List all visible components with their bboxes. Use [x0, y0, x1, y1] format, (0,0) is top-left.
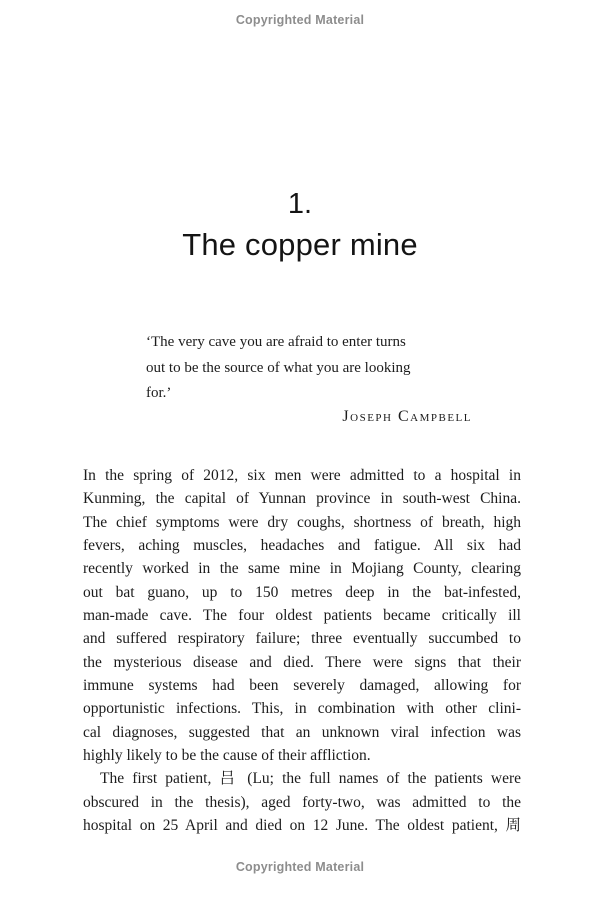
epigraph-line: out to be the source of what you are looking: [146, 359, 411, 376]
text-line: and suffered respiratory failure; three eventually succumbed to: [83, 630, 521, 648]
text-line: The chief symptoms were dry coughs, shortness of breath, high: [83, 513, 521, 531]
epigraph-line: for.’: [146, 385, 172, 401]
text-line: hospital on 25 April and died on 12 June. The oldest patient, 周: [83, 817, 521, 835]
copyright-notice-top: Copyrighted Material: [235, 13, 365, 27]
text-line: fevers, aching muscles, headaches and fatigue. All six had: [83, 537, 521, 555]
epigraph-attribution: Joseph Campbell: [342, 407, 472, 425]
text-line: immune systems had been severely damaged, allowing for: [83, 677, 521, 695]
body-text: [83, 464, 521, 838]
epigraph-line: ‘The very cave you are afraid to enter turns: [146, 334, 406, 350]
text-line: man-made cave. The four oldest patients became critically ill: [83, 607, 521, 625]
chapter-title: The copper mine: [182, 227, 418, 262]
text-line: out bat guano, up to 150 metres deep in the bat-infested,: [83, 583, 521, 601]
text-line: the mysterious disease and died. There were signs that their: [83, 653, 521, 671]
epigraph: [146, 330, 472, 429]
text-line: obscured in the thesis), aged forty-two, was admitted to the: [83, 793, 521, 811]
text-line: recently worked in the same mine in Mojiang County, clearing: [83, 560, 521, 578]
text-line: cal diagnoses, suggested that an unknown viral infection was: [83, 723, 521, 741]
text-line: In the spring of 2012, six men were admitted to a hospital in: [83, 467, 521, 484]
text-line: highly likely to be the cause of their affliction.: [83, 747, 371, 765]
text-line: opportunistic infections. This, in combination with other clini-: [83, 700, 521, 718]
chapter-number: 1.: [287, 188, 313, 220]
text-line: The first patient, 吕 (Lu; the full names of the patients were: [100, 770, 521, 788]
copyright-notice-bottom: Copyrighted Material: [235, 860, 365, 874]
text-line: Kunming, the capital of Yunnan province in south-west China.: [83, 490, 521, 508]
